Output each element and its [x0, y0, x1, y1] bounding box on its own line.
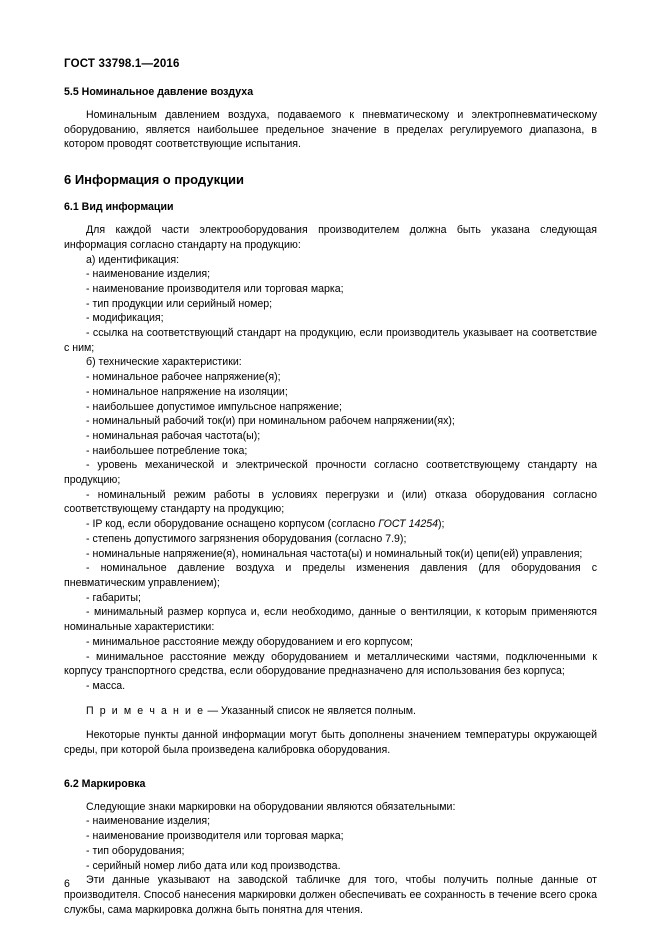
list-item: б) технические характеристики: — [86, 356, 242, 369]
section-heading-6-1: 6.1 Вид информации — [64, 201, 174, 214]
list-item: - тип оборудования; — [86, 844, 185, 857]
list-item: - наибольшее допустимое импульсное напряжение; — [86, 400, 342, 413]
paragraph-6-2-1: Следующие знаки маркировки на оборудовании являются обязательными: — [86, 800, 456, 813]
list-item: - номинальный рабочий ток(и) при номинальном рабочем напряжении(ях); — [86, 415, 455, 428]
list-item: - серийный номер либо дата или код производства. — [86, 859, 341, 872]
paragraph-6-1-closing: Некоторые пункты данной информации могут быть дополнены значением температуры окружающей среды, при которой была произведена калибровка оборудования. — [64, 729, 597, 757]
list-item: - минимальное расстояние между оборудованием и металлическими частями, подключенными к корпусу транспортного средства, если оборудование предназначено для использования без корпуса; — [64, 650, 597, 678]
list-item: - номинальное рабочее напряжение(я); — [86, 371, 281, 384]
list-item: - уровень механической и электрической прочности согласно соответствующему стандарту на продукцию; — [64, 459, 597, 487]
list-item: - наименование производителя или торговая марка; — [86, 282, 344, 295]
note-paragraph — [64, 704, 597, 719]
paragraph-6-1-1: Для каждой части электрооборудования производителем должна быть указана следующая информация согласно стандарту на продукцию: — [64, 224, 597, 251]
list-item: - тип продукции или серийный номер; — [86, 297, 273, 310]
list-item: - минимальное расстояние между оборудованием и его корпусом; — [86, 635, 413, 648]
page-content — [64, 86, 597, 917]
list-item: - ссылка на соответствующий стандарт на продукцию, если производитель указывает на соответствие с ним; — [64, 327, 597, 354]
list-item: - масса. — [86, 679, 126, 692]
list-item-ip-code: - IP код, если оборудование оснащено корпусом (согласно ГОСТ 14254); — [86, 518, 445, 531]
list-item: - наибольшее потребление тока; — [86, 444, 248, 457]
paragraph-5-5-1: Номинальным давлением воздуха, подаваемого к пневматическому и электропневматическому оборудованию, является наибольшее предельное значение в пределах регулируемого диапазона, в котором проводят соответствующие испытания. — [64, 109, 597, 151]
list-item: - номинальная рабочая частота(ы); — [86, 429, 261, 442]
list-item: - номинальное давление воздуха и пределы изменения давления (для оборудования с пневматическим управлением); — [64, 562, 597, 589]
paragraph-6-2-closing: Эти данные указывают на заводской табличке для того, чтобы получить полные данные от производителя. Способ нанесения маркировки должен обеспечивать ее сохранность в течение всего срока службы, сама маркировка должна быть понятна для чтения. — [64, 874, 597, 916]
page-number: 6 — [64, 878, 70, 890]
list-item: - габариты; — [86, 591, 141, 604]
list-item: а) идентификация: — [86, 253, 180, 266]
section-heading-6-2: 6.2 Маркировка — [64, 777, 146, 790]
list-item: - минимальный размер корпуса и, если необходимо, данные о вентиляции, к которым применяются номинальные характеристики: — [64, 606, 597, 634]
section-heading-5-5: 5.5 Номинальное давление воздуха — [64, 86, 254, 98]
list-item: - степень допустимого загрязнения оборудования (согласно 7.9); — [86, 532, 407, 545]
list-item: - модификация; — [86, 312, 164, 325]
reference-gost-14254: ГОСТ 14254 — [378, 518, 439, 531]
list-item: - наименование изделия; — [86, 268, 211, 281]
section-heading-6: 6 Информация о продукции — [64, 172, 245, 188]
list-item: - номинальное напряжение на изоляции; — [86, 385, 288, 398]
list-item: - номинальный режим работы в условиях перегрузки и (или) отказа оборудования согласно соответствующему стандарту на продукцию; — [64, 488, 597, 516]
note-text: — Указанный список не является полным. — [207, 704, 416, 717]
list-item: - номинальные напряжение(я), номинальная частота(ы) и номинальный ток(и) цепи(ей) управления; — [86, 547, 583, 560]
page-header: ГОСТ 33798.1—2016 — [64, 58, 180, 70]
note-label: П р и м е ч а н и е — [86, 704, 205, 717]
list-item: - наименование производителя или торговая марка; — [86, 830, 344, 843]
list-item: - наименование изделия; — [86, 815, 211, 828]
